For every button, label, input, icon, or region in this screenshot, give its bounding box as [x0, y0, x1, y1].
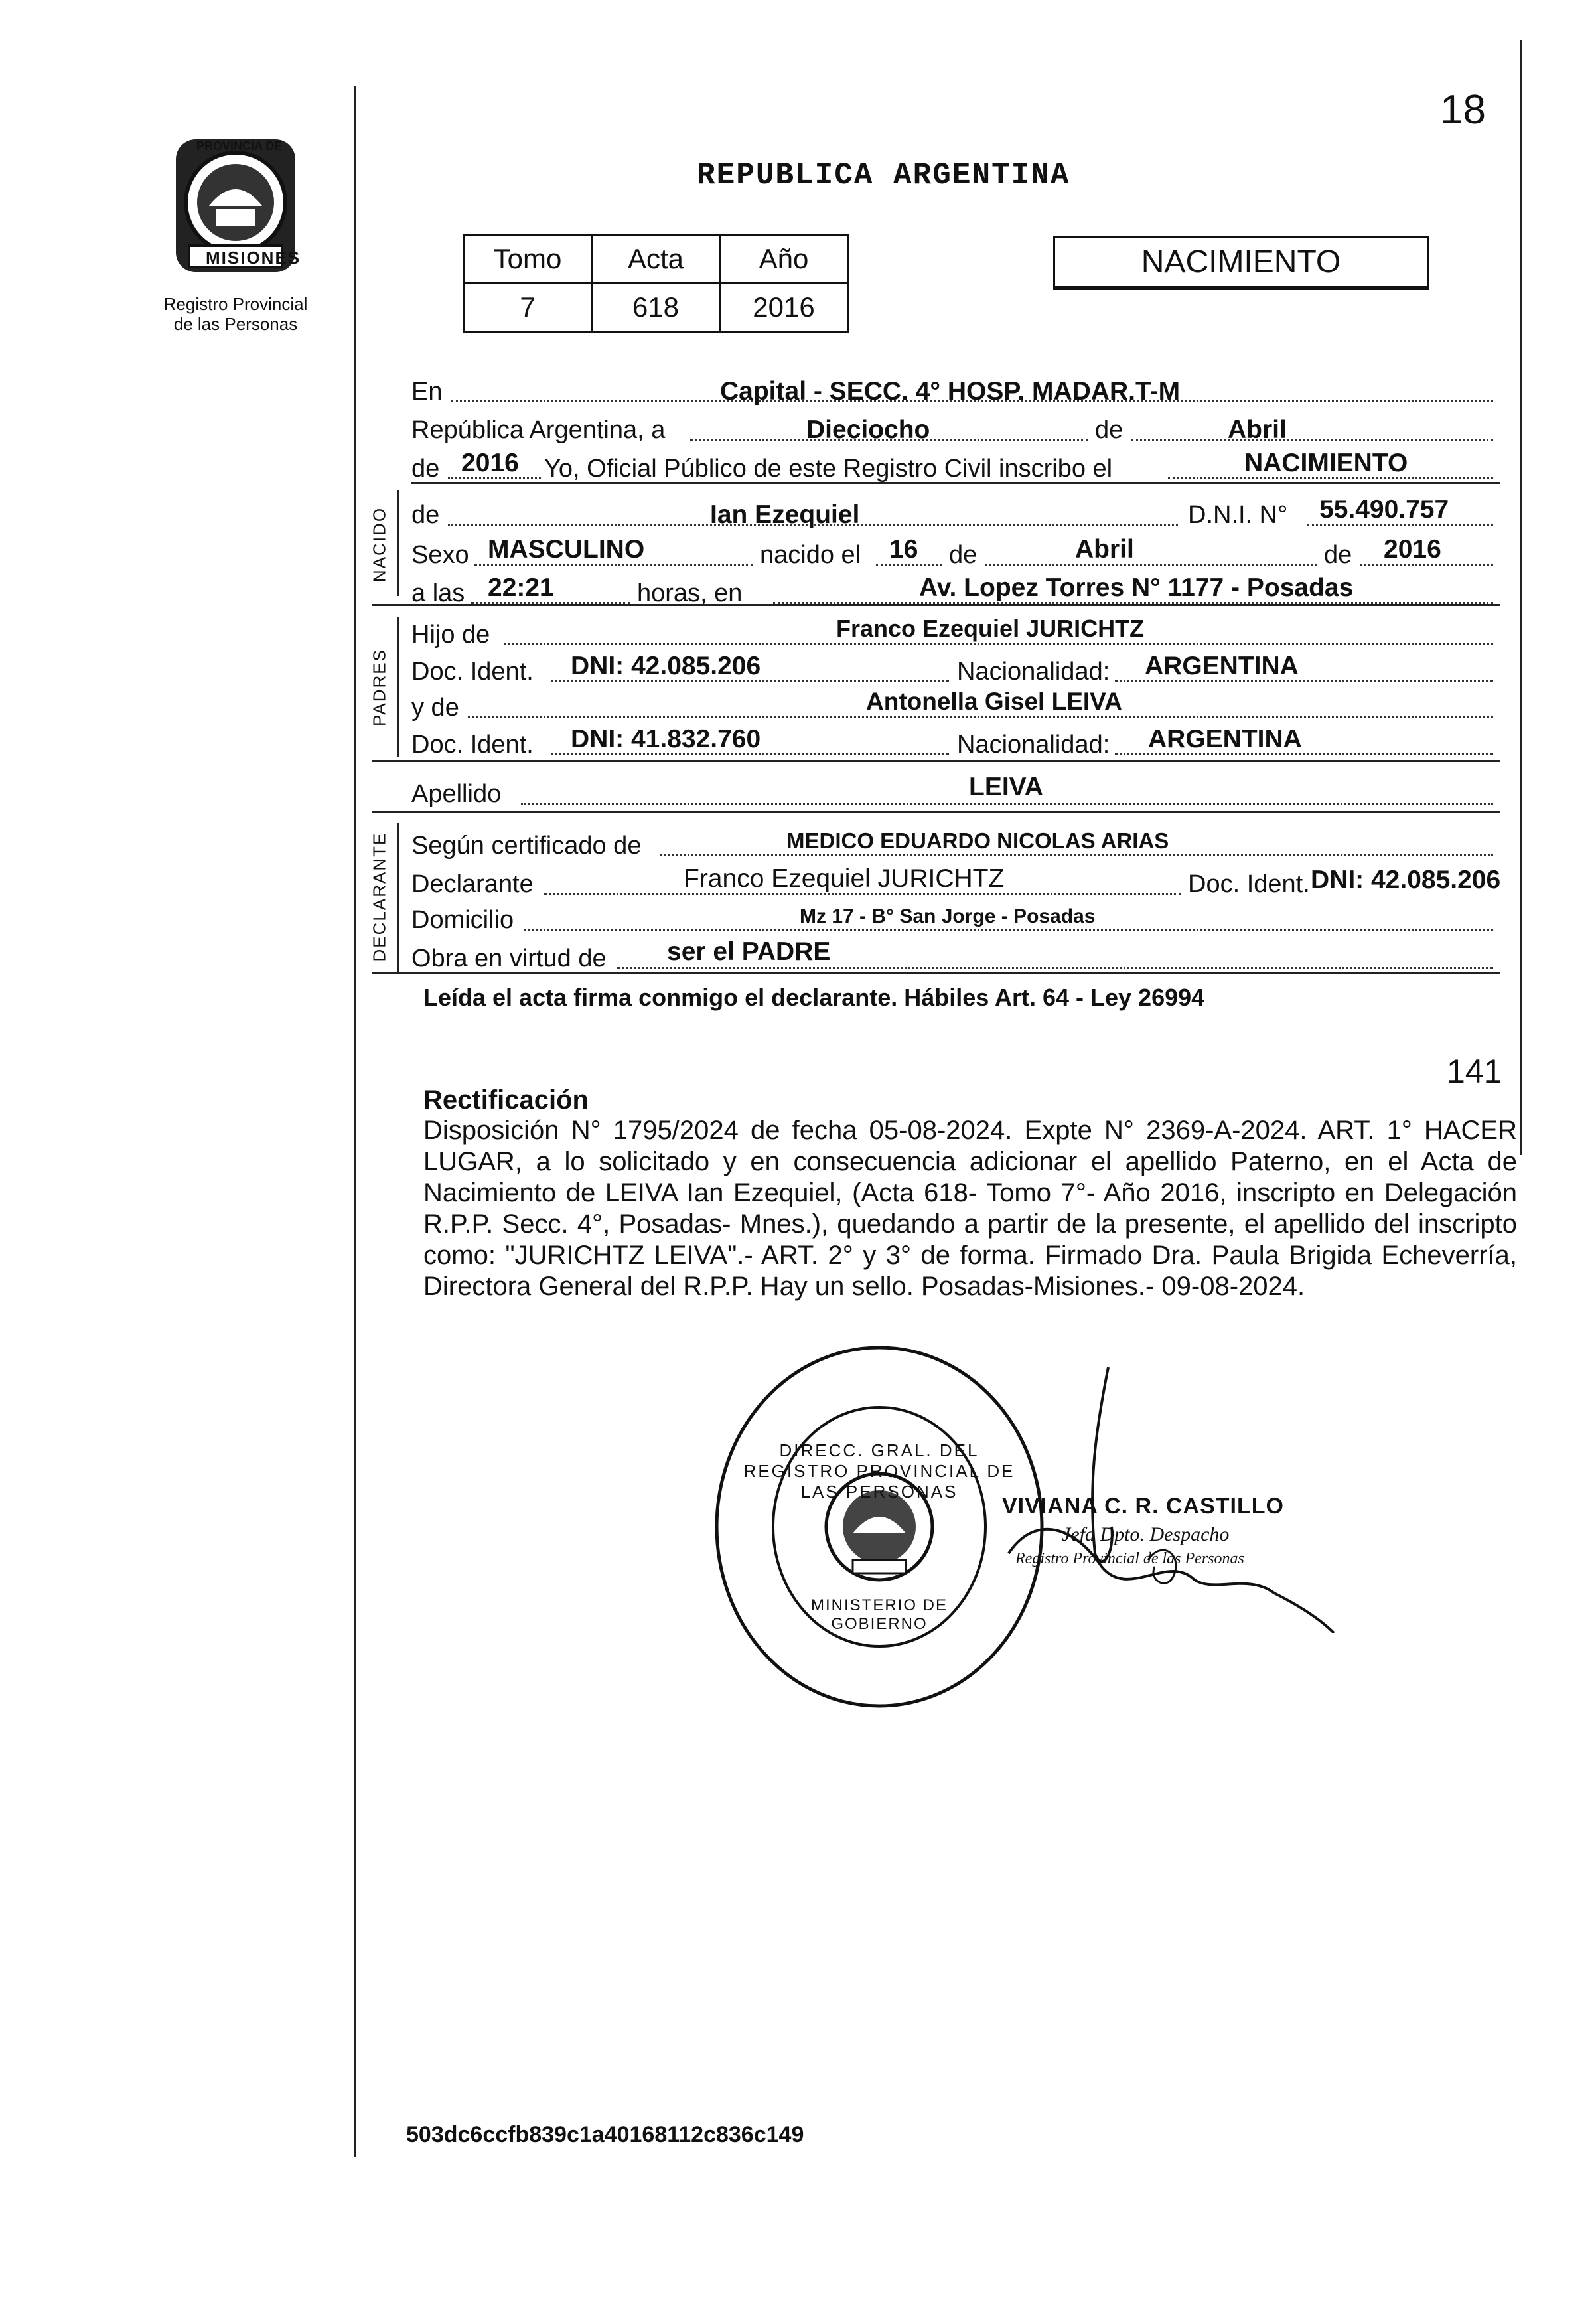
row-padre-doc — [411, 652, 1500, 688]
rectificacion-body: Disposición N° 1795/2024 de fecha 05-08-2024. Expte N° 2369-A-2024. ART. 1° HACER LUGAR, a lo solicitado y en consecuencia adicionar el apellido Paterno, en el Acta de Nacimiento de LEIVA Ian Ezequiel, (Acta 618- Tomo 7°- Año 2016, inscripto en Delegación R.P.P. Secc. 4°, Posadas- Mnes.), quedando a partir de la presente, el apellido del inscripto como: "JURICHTZ LEIVA".- ART. 2° y 3° de forma. Firmado Dra. Paula Brigida Echeverría, Directora General del R.P.P. Hay un sello. Posadas-Misiones.- 09-08-2024. — [423, 1116, 1517, 1301]
nacido-de-label: de — [949, 541, 978, 569]
logo-text-top: PROVINCIA DE — [196, 139, 283, 153]
signature-name: VIVIANA C. R. CASTILLO — [1002, 1494, 1284, 1519]
en-label: En — [411, 378, 443, 406]
horas-en-label: horas, en — [637, 579, 743, 607]
section-nacido: NACIDO — [369, 506, 390, 583]
nacido-anio: 2016 — [1384, 535, 1441, 564]
signature-stamp — [1002, 1494, 1347, 1568]
value-acta: 618 — [592, 283, 720, 332]
rectificacion-number: 141 — [1447, 1053, 1502, 1090]
nacido-de2-label: de — [1324, 541, 1352, 569]
section-declarante: DECLARANTE — [369, 832, 390, 962]
lugar-value: Av. Lopez Torres N° 1177 - Posadas — [919, 574, 1354, 602]
apellido-label: Apellido — [411, 780, 502, 808]
republica-label: República Argentina, a — [411, 416, 666, 444]
document-hash: 503dc6ccfb839c1a40168112c836c149 — [406, 2122, 804, 2147]
registry-label — [136, 294, 335, 334]
nacido-mes: Abril — [1075, 535, 1134, 564]
madre-value: Antonella Gisel LEIVA — [866, 688, 1122, 715]
nombre-value: Ian Ezequiel — [710, 501, 860, 529]
value-anio: 2016 — [720, 283, 848, 332]
stamp-outer-text: DIRECC. GRAL. DEL REGISTRO PROVINCIAL DE LAS PERSONAS — [743, 1440, 1015, 1502]
obra-value: ser el PADRE — [667, 937, 831, 966]
declarante-doc-value: DNI: 42.085.206 — [1311, 866, 1501, 894]
de-label: de — [1095, 416, 1124, 444]
row-nombre — [411, 495, 1500, 531]
separator-5 — [372, 972, 1500, 974]
logo-text-bottom: MISIONES — [206, 248, 301, 268]
closing-line: Leída el acta firma conmigo el declarante. Hábiles Art. 64 - Ley 26994 — [423, 984, 1205, 1011]
dia-value: Dieciocho — [806, 416, 930, 444]
padres-bracket — [397, 617, 399, 757]
declarante-label: Declarante — [411, 870, 534, 898]
sexo-value: MASCULINO — [488, 535, 645, 564]
declarante-value: Franco Ezequiel JURICHTZ — [684, 864, 1005, 893]
nacido-el-label: nacido el — [760, 541, 861, 569]
document-title: REPUBLICA ARGENTINA — [697, 158, 1070, 193]
obra-label: Obra en virtud de — [411, 945, 607, 972]
row-inscribo — [411, 449, 1500, 485]
right-margin-line — [1520, 40, 1522, 1155]
en-value: Capital - SECC. 4° HOSP. MADAR.T-M — [720, 377, 1181, 406]
row-apellido — [411, 774, 1500, 810]
rectificacion-title: Rectificación — [423, 1085, 589, 1115]
signature-org: Registro Provincial de las Personas — [1015, 1550, 1244, 1567]
registry-label-line1: Registro Provincial — [163, 294, 308, 314]
document-type-box: NACIMIENTO — [1053, 236, 1429, 290]
domicilio-label: Domicilio — [411, 906, 514, 934]
separator-1 — [411, 482, 1500, 484]
madre-nac-value: ARGENTINA — [1148, 725, 1302, 753]
header-acta: Acta — [592, 235, 720, 283]
hora-value: 22:21 — [488, 574, 554, 602]
declarante-doc-label: Doc. Ident. — [1188, 870, 1310, 898]
segun-label: Según certificado de — [411, 832, 642, 860]
y-de-label: y de — [411, 694, 459, 722]
row-declarante — [411, 864, 1500, 900]
page-number: 18 — [1440, 87, 1486, 133]
segun-value: MEDICO EDUARDO NICOLAS ARIAS — [786, 828, 1169, 853]
madre-doc-label: Doc. Ident. — [411, 731, 534, 759]
madre-nac-label: Nacionalidad: — [957, 731, 1110, 759]
padre-nac-value: ARGENTINA — [1145, 652, 1299, 680]
header-tomo: Tomo — [464, 235, 592, 283]
row-madre — [411, 688, 1500, 724]
de-nombre-label: de — [411, 501, 440, 529]
padre-doc-label: Doc. Ident. — [411, 658, 534, 686]
row-madre-doc — [411, 725, 1500, 761]
padre-value: Franco Ezequiel JURICHTZ — [836, 615, 1145, 642]
nacido-dia: 16 — [889, 535, 918, 564]
separator-3 — [372, 760, 1500, 762]
padre-doc-value: DNI: 42.085.206 — [571, 652, 761, 680]
separator-2 — [372, 604, 1500, 606]
mes-value: Abril — [1228, 416, 1287, 444]
section-padres: PADRES — [369, 649, 390, 726]
dni-value: 55.490.757 — [1319, 495, 1449, 524]
oficial-text: Yo, Oficial Público de este Registro Civil inscribo el — [544, 455, 1113, 483]
declarante-bracket — [397, 823, 399, 972]
padre-nac-label: Nacionalidad: — [957, 658, 1110, 686]
apellido-value: LEIVA — [969, 773, 1043, 801]
row-domicilio — [411, 900, 1500, 936]
dni-label: D.N.I. N° — [1188, 501, 1288, 529]
separator-4 — [372, 811, 1500, 813]
hijo-de-label: Hijo de — [411, 621, 490, 649]
signature-title: Jefa Dpto. Despacho — [1062, 1523, 1230, 1545]
stamp-inner-text: MINISTERIO DE GOBIERNO — [810, 1596, 948, 1633]
nacido-bracket — [397, 490, 399, 596]
madre-doc-value: DNI: 41.832.760 — [571, 725, 761, 753]
a-las-label: a las — [411, 579, 465, 607]
row-padre — [411, 615, 1500, 651]
value-tomo: 7 — [464, 283, 592, 332]
tomo-acta-anio-table — [463, 234, 849, 333]
sexo-label: Sexo — [411, 541, 469, 569]
domicilio-value: Mz 17 - B° San Jorge - Posadas — [800, 905, 1096, 927]
row-fecha — [411, 410, 1500, 446]
registry-label-line2: de las Personas — [173, 314, 298, 334]
anio-value: 2016 — [461, 449, 519, 477]
left-margin-line — [354, 86, 356, 2157]
de-anio-label: de — [411, 455, 440, 483]
row-en — [411, 372, 1500, 408]
row-segun — [411, 826, 1500, 862]
row-obra — [411, 939, 1500, 974]
header-anio: Año — [720, 235, 848, 283]
inscribo-value: NACIMIENTO — [1244, 449, 1408, 477]
row-sexo — [411, 535, 1500, 571]
